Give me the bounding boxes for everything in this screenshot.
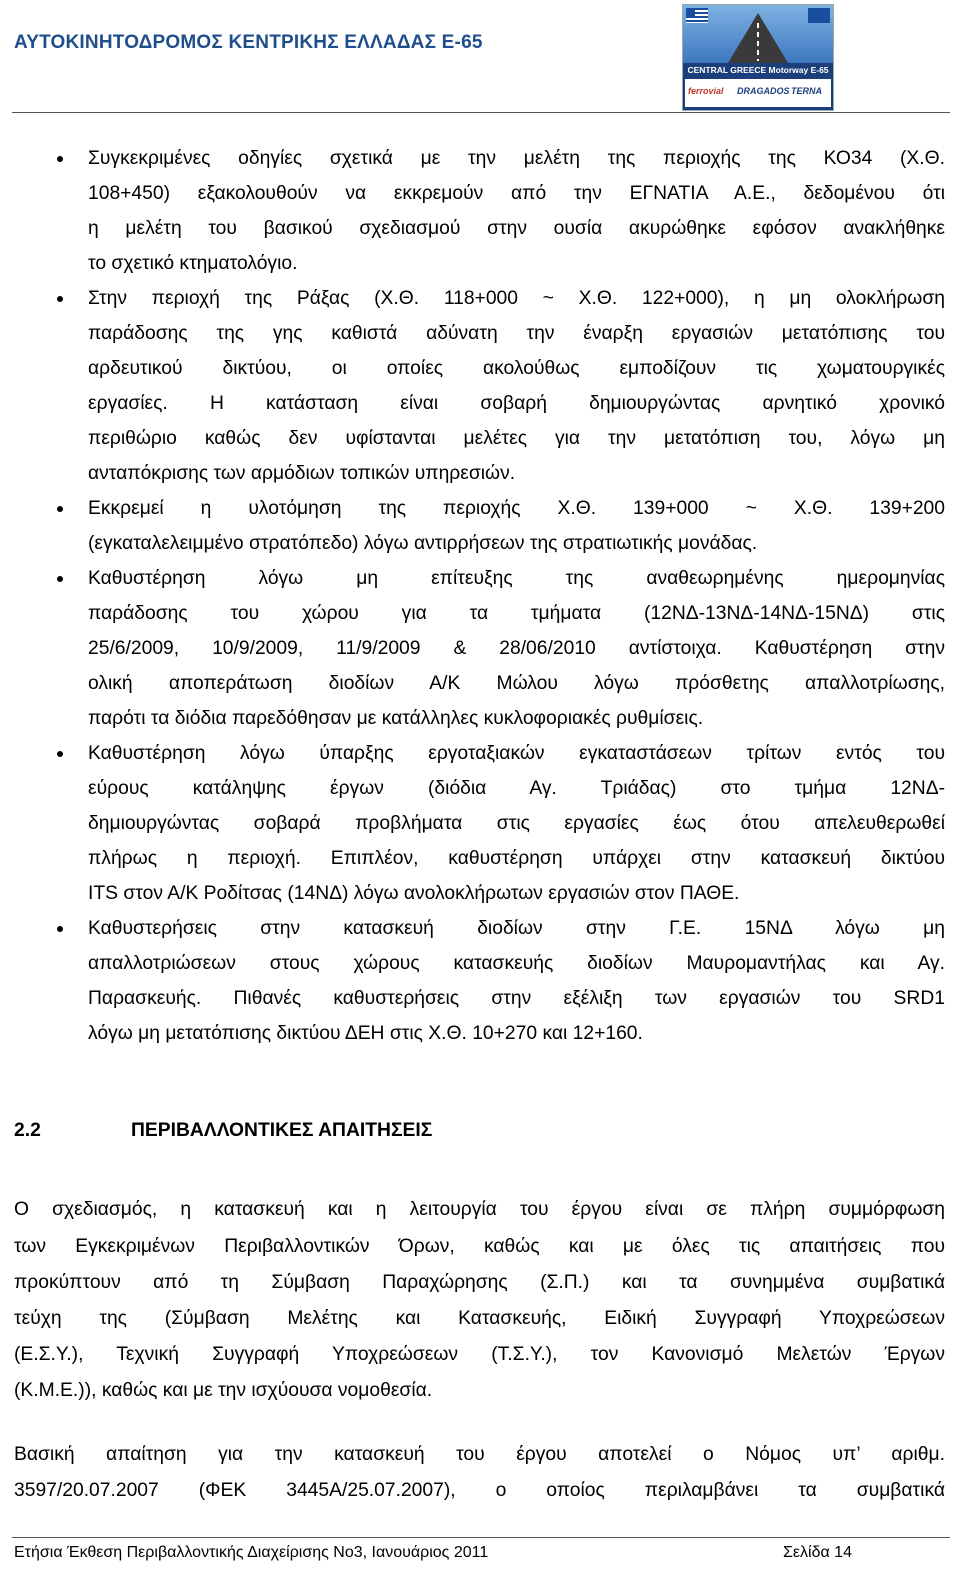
footer-report-title: Ετήσια Έκθεση Περιβαλλοντικής Διαχείρισης Νο3, Ιανουάριος 2011 <box>14 1544 489 1561</box>
paragraph-1-line-6: (Κ.Μ.Ε.)), καθώς και με την ισχύουσα νομοθεσία. <box>14 1380 433 1401</box>
page-number: Σελίδα 14 <box>783 1544 852 1561</box>
paragraph-2-line-1: Βασική απαίτηση για την κατασκευή του έργου αποτελεί ο Νόμος υπ’ αριθμ. <box>14 1444 945 1465</box>
bullet-icon <box>57 926 63 932</box>
bullet-4-line-2: παράδοσης του χώρου για τα τμήματα (12ΝΔ-13ΝΔ-14ΝΔ-15ΝΔ) στις <box>88 603 945 624</box>
bullet-6-line-4: λόγω μη μετατόπισης δικτύου ΔΕΗ στις Χ.Θ. 10+270 και 12+160. <box>88 1023 643 1044</box>
bullet-4-line-1: Καθυστέρηση λόγω μη επίτευξης της αναθεωρημένης ημερομηνίας <box>88 568 945 589</box>
bullet-6-line-2: απαλλοτριώσεων στους χώρους κατασκευής διοδίων Μαυρομαντήλας και Αγ. <box>88 953 945 974</box>
bullet-4-line-3: 25/6/2009, 10/9/2009, 11/9/2009 & 28/06/2010 αντίστοιχα. Καθυστέρηση στην <box>88 638 945 659</box>
bullet-2-line-6: ανταπόκρισης των αρμόδιων τοπικών υπηρεσιών. <box>88 463 516 484</box>
paragraph-1-line-5: (Ε.Σ.Υ.), Τεχνική Συγγραφή Υποχρεώσεων (Τ.Σ.Υ.), τον Κανονισμό Μελετών Έργων <box>14 1344 945 1365</box>
greek-flag-icon <box>686 8 708 23</box>
bullet-1-line-1: Συγκεκριμένες οδηγίες σχετικά με την μελέτη της περιοχής της ΚΟ34 (Χ.Θ. <box>88 148 945 169</box>
logo-text: CENTRAL GREECE Motorway E-65 <box>687 65 829 75</box>
eu-flag-icon <box>808 8 830 23</box>
bullet-icon <box>57 506 63 512</box>
paragraph-1-line-4: τεύχη της (Σύμβαση Μελέτης και Κατασκευής, Ειδική Συγγραφή Υποχρεώσεων <box>14 1308 945 1329</box>
bullet-5-line-2: εύρους κατάληψης έργων (διόδια Αγ. Τριάδας) στο τμήμα 12ΝΔ- <box>88 778 945 799</box>
bullet-5-line-3: δημιουργώντας σοβαρά προβλήματα στις εργασίες έως ότου απελευθερωθεί <box>88 813 945 834</box>
bullet-2-line-5: περιθώριο καθώς δεν υφίστανται μελέτες για την μετατόπιση του, λόγω μη <box>88 428 945 449</box>
bullet-icon <box>57 296 63 302</box>
motorway-logo <box>682 4 834 111</box>
road-lane-marking <box>757 23 759 61</box>
bullet-2-line-4: εργασίες. Η κατάσταση είναι σοβαρή δημιουργώντας αρνητικό χρονικό <box>88 393 945 414</box>
paragraph-1-line-3: προκύπτουν από τη Σύμβαση Παραχώρησης (Σ.Π.) και τα συνημμένα συμβατικά <box>14 1272 945 1293</box>
bullet-icon <box>57 576 63 582</box>
bullet-5-line-1: Καθυστέρηση λόγω ύπαρξης εργοταξιακών εγκαταστάσεων τρίτων εντός του <box>88 743 945 764</box>
bullet-4-line-5: παρότι τα διόδια παρεδόθησαν με κατάλληλες κυκλοφοριακές ρυθμίσεις. <box>88 708 704 729</box>
bullet-4-line-4: ολική αποπεράτωση διοδίων Α/Κ Μώλου λόγω πρόσθετης απαλλοτρίωσης, <box>88 673 945 694</box>
document-header-title: ΑΥΤΟΚΙΝΗΤΟΔΡΟΜΟΣ ΚΕΝΤΡΙΚΗΣ ΕΛΛΑΔΑΣ Ε-65 <box>14 32 483 53</box>
bullet-6-line-3: Παρασκευής. Πιθανές καθυστερήσεις στην εξέλιξη των εργασιών του SRD1 <box>88 988 945 1009</box>
bullet-5-line-5: ITS στον Α/Κ Ροδίτσας (14ΝΔ) λόγω ανολοκλήρωτων εργασιών στον ΠΑΘΕ. <box>88 883 740 904</box>
bullet-1-line-2: 108+450) εξακολουθούν να εκκρεμούν από την ΕΓΝΑΤΙΑ Α.Ε., δεδομένου ότι <box>88 183 945 204</box>
bullet-1-line-4: το σχετικό κτηματολόγιο. <box>88 253 298 274</box>
page-header <box>0 0 960 115</box>
section-number: 2.2 <box>14 1120 41 1141</box>
section-title: ΠΕΡΙΒΑΛΛΟΝΤΙΚΕΣ ΑΠΑΙΤΗΣΕΙΣ <box>131 1120 433 1141</box>
logo-partners <box>685 79 831 107</box>
bullet-2-line-2: παράδοσης της γης καθιστά αδύνατη την έναρξη εργασιών μετατόπισης του <box>88 323 945 344</box>
bullet-2-line-3: αρδευτικού δικτύου, οι οποίες ακολούθως εμποδίζουν τις χωματουργικές <box>88 358 945 379</box>
bullet-5-line-4: πλήρως η περιοχή. Επιπλέον, καθυστέρηση υπάρχει στην κατασκευή δικτύου <box>88 848 945 869</box>
paragraph-1-line-2: των Εγκεκριμένων Περιβαλλοντικών Όρων, καθώς και με όλες τις απαιτήσεις που <box>14 1236 945 1257</box>
paragraph-2-line-2: 3597/20.07.2007 (ΦΕΚ 3445Α/25.07.2007), ο οποίος περιλαμβάνει τα συμβατικά <box>14 1480 945 1501</box>
bullet-3-line-2: (εγκαταλελειμμένο στρατόπεδο) λόγω αντιρρήσεων της στρατιωτικής μονάδας. <box>88 533 758 554</box>
partner-dragados: DRAGADOS <box>737 86 790 96</box>
bullet-1-line-3: η μελέτη του βασικού σχεδιασμού στην ουσία ακυρώθηκε εφόσον ανακλήθηκε <box>88 218 945 239</box>
header-divider <box>12 112 950 113</box>
bullet-icon <box>57 156 63 162</box>
partner-terna: TERNA <box>791 86 822 96</box>
footer-divider <box>12 1537 950 1538</box>
partner-ferrovial: ferrovial <box>688 86 724 96</box>
paragraph-1-line-1: Ο σχεδιασμός, η κατασκευή και η λειτουργία του έργου είναι σε πλήρη συμμόρφωση <box>14 1199 945 1220</box>
bullet-2-line-1: Στην περιοχή της Ράξας (Χ.Θ. 118+000 ~ Χ.Θ. 122+000), η μη ολοκλήρωση <box>88 288 945 309</box>
bullet-3-line-1: Εκκρεμεί η υλοτόμηση της περιοχής Χ.Θ. 139+000 ~ Χ.Θ. 139+200 <box>88 498 945 519</box>
bullet-6-line-1: Καθυστερήσεις στην κατασκευή διοδίων στην Γ.Ε. 15ΝΔ λόγω μη <box>88 918 945 939</box>
bullet-icon <box>57 751 63 757</box>
